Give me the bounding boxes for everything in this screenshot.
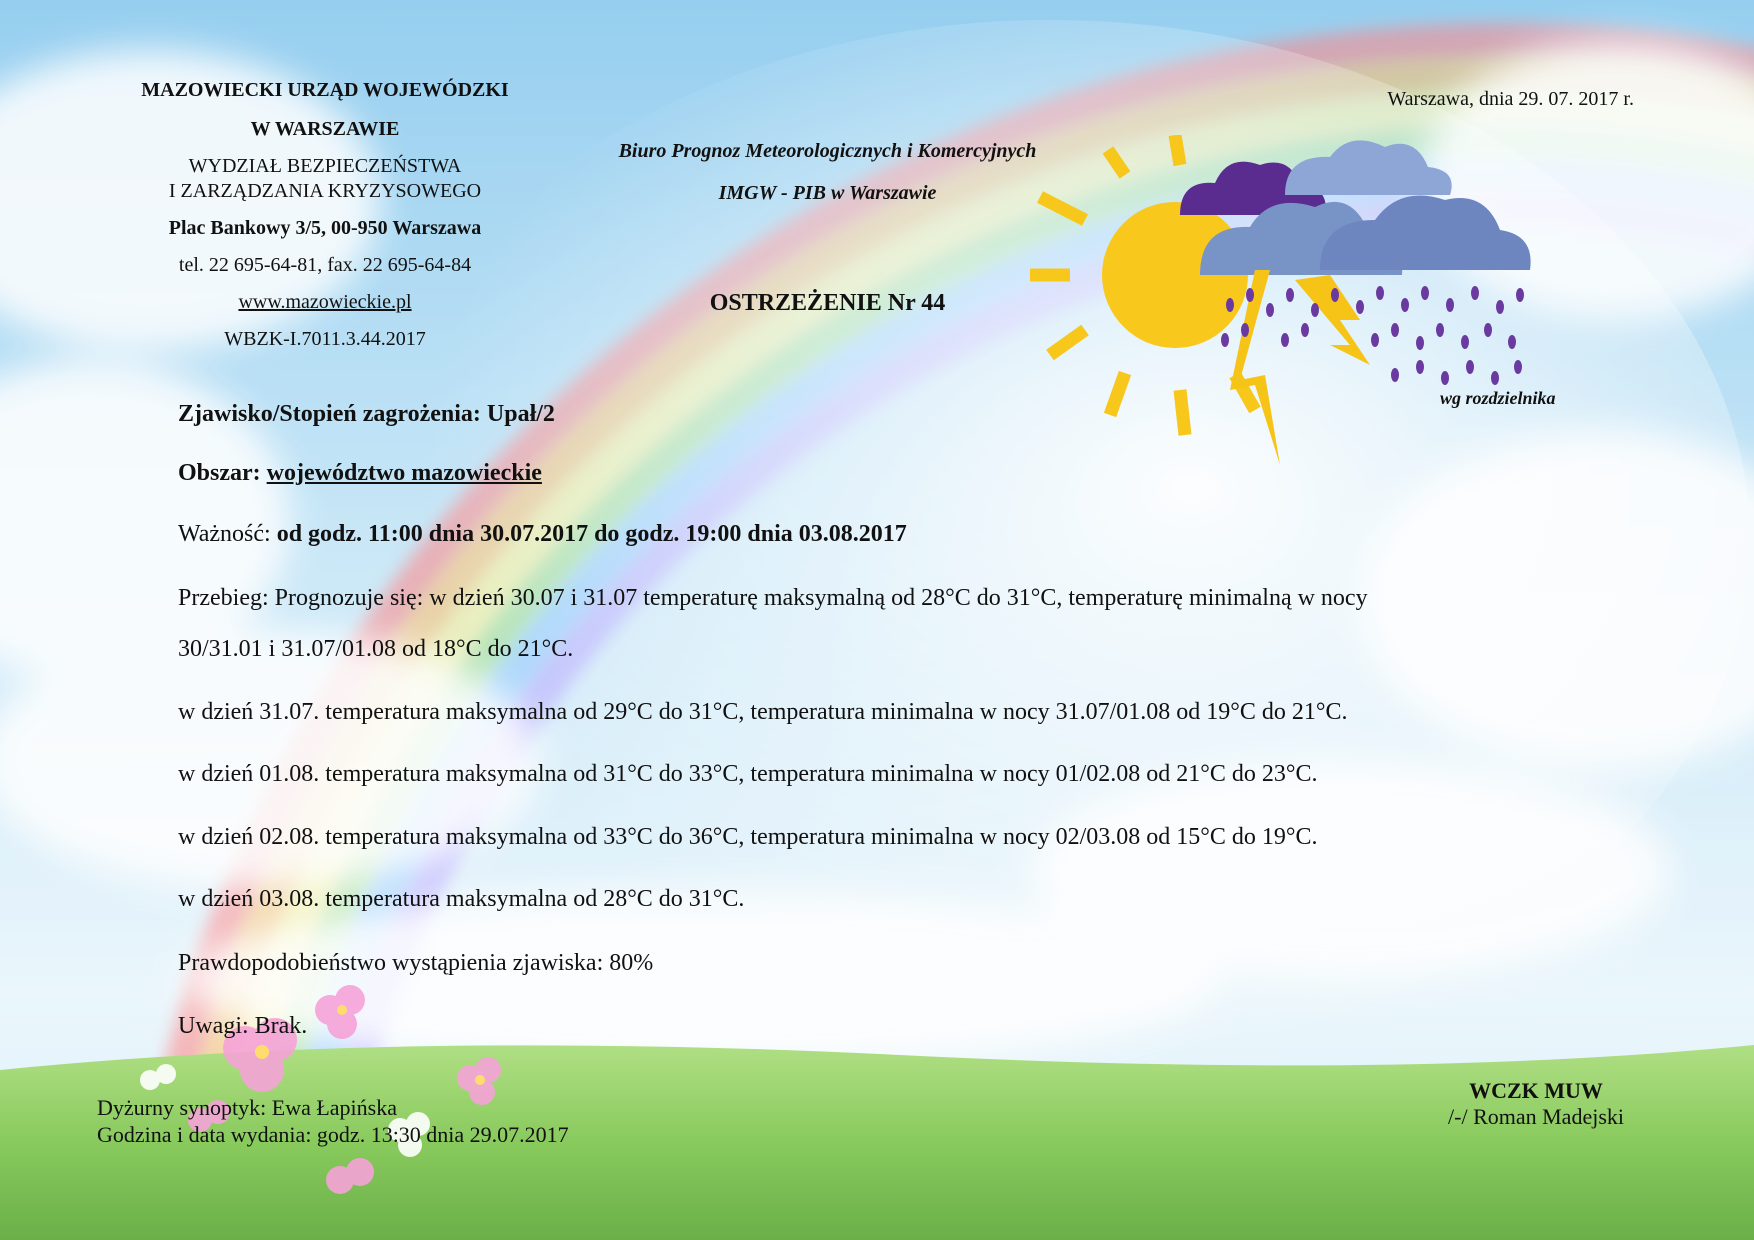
- issued-line: Godzina i data wydania: godz. 13:30 dnia 29.07.2017: [97, 1122, 569, 1147]
- signature-name: /-/ Roman Madejski: [1448, 1104, 1624, 1129]
- org-name-line2: W WARSZAWIE: [250, 118, 400, 140]
- signature-block: [1448, 1078, 1624, 1130]
- org-phone: tel. 22 695-64-81, fax. 22 695-64-84: [178, 254, 472, 276]
- course-line1: Przebieg: Prognozuje się: w dzień 30.07 i 31.07 temperaturę maksymalną od 28°C do 31°C, temperaturę minimalną w nocy: [178, 585, 1368, 611]
- org-name-line1: MAZOWIECKI URZĄD WOJEWÓDZKI: [141, 79, 509, 101]
- validity-value: od godz. 11:00 dnia 30.07.2017 do godz. 19:00 dnia 03.08.2017: [276, 521, 907, 547]
- probability-line: Prawdopodobieństwo wystąpienia zjawiska: 80%: [178, 950, 654, 976]
- issue-date-place: Warszawa, dnia 29. 07. 2017 r.: [1387, 88, 1634, 110]
- signature-org: WCZK MUW: [1469, 1078, 1603, 1103]
- dept-name-line2: I ZARZĄDZANIA KRYZYSOWEGO: [168, 180, 482, 202]
- phenomenon-text: Zjawisko/Stopień zagrożenia: Upał/2: [178, 401, 555, 427]
- forecast-day-2: w dzień 01.08. temperatura maksymalna od 31°C do 33°C, temperatura minimalna w nocy 01/02.08 od 21°C do 23°C.: [178, 761, 1318, 787]
- phenomenon-line: [178, 395, 1648, 433]
- distribution-note: wg rozdzielnika: [1440, 388, 1556, 408]
- bureau-line1: Biuro Prognoz Meteorologicznych i Komercyjnych: [618, 140, 1037, 162]
- org-address: Plac Bankowy 3/5, 00-950 Warszawa: [168, 217, 482, 239]
- forecast-day-1: w dzień 31.07. temperatura maksymalna od 29°C do 31°C, temperatura minimalna w nocy 31.07/01.08 od 19°C do 21°C.: [178, 699, 1348, 725]
- org-website-link[interactable]: www.mazowieckie.pl: [238, 291, 412, 313]
- reference-number: WBZK-I.7011.3.44.2017: [224, 328, 426, 350]
- forecast-day-3: w dzień 02.08. temperatura maksymalna od 33°C do 36°C, temperatura minimalna w nocy 02/03.08 od 15°C do 19°C.: [178, 824, 1318, 850]
- course-line2: 30/31.01 i 31.07/01.08 od 18°C do 21°C.: [178, 636, 574, 662]
- forecaster-line: Dyżurny synoptyk: Ewa Łapińska: [97, 1095, 397, 1120]
- issuer-header: [100, 78, 550, 352]
- warning-title: OSTRZEŻENIE Nr 44: [709, 290, 946, 316]
- area-value: województwo mazowieckie: [266, 460, 542, 486]
- dept-name-line1: WYDZIAŁ BEZPIECZEŃSTWA: [188, 155, 462, 177]
- area-label: Obszar:: [178, 460, 261, 486]
- forecast-day-4: w dzień 03.08. temperatura maksymalna od 28°C do 31°C.: [178, 886, 745, 912]
- validity-label: Ważność:: [178, 521, 271, 547]
- area-line: [178, 454, 1648, 492]
- bureau-line2: IMGW - PIB w Warszawie: [718, 182, 937, 204]
- remarks-line: Uwagi: Brak.: [178, 1013, 308, 1039]
- validity-line: [178, 515, 1648, 553]
